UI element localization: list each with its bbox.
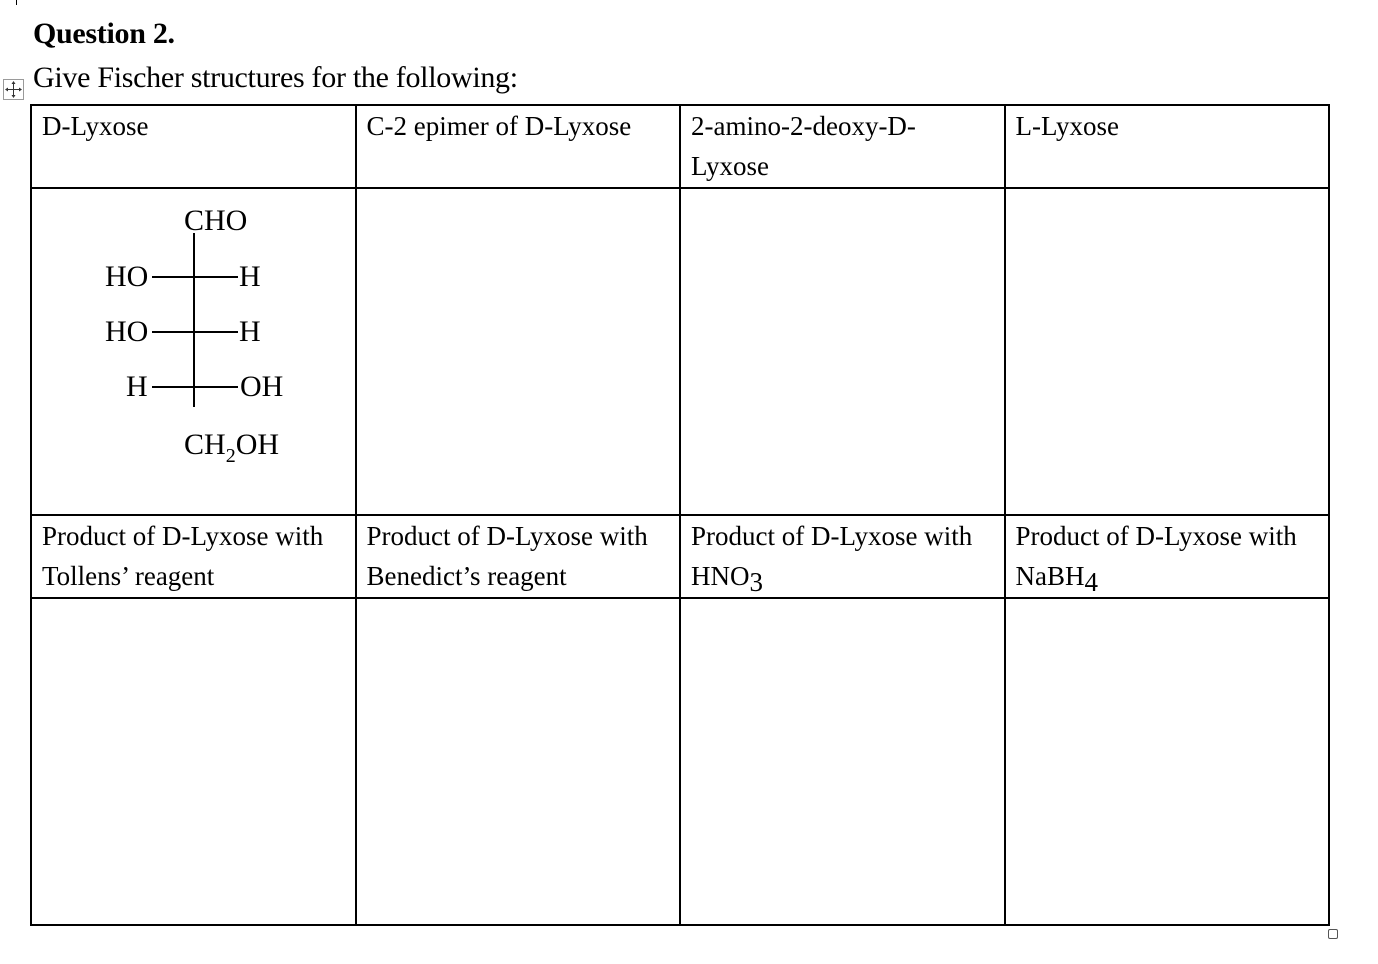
- reagent-formula: NaBH: [1015, 561, 1085, 591]
- fischer-right-group: OH: [240, 370, 284, 403]
- fischer-bottom-a: CH: [184, 428, 226, 461]
- header-reagent: [1016, 556, 1319, 596]
- answer-cell-d-lyxose[interactable]: [31, 188, 356, 515]
- fischer-structures-table: [30, 104, 1330, 926]
- fischer-left-group: HO: [105, 315, 149, 348]
- fischer-projection-d-lyxose: [42, 189, 362, 509]
- header-cell-l-lyxose[interactable]: [1005, 105, 1330, 188]
- answer-cell-benedict[interactable]: [356, 598, 681, 925]
- reagent-subscript: 4: [1084, 567, 1098, 597]
- header-cell-amino-deoxy[interactable]: [680, 105, 1005, 188]
- header-cell-hno3[interactable]: [680, 515, 1005, 598]
- question-instruction: Give Fischer structures for the following:: [33, 61, 518, 94]
- resize-square-icon[interactable]: [1328, 929, 1338, 939]
- fischer-bottom-subscript: 2: [225, 445, 236, 467]
- header-label: L-Lyxose: [1015, 111, 1119, 141]
- reagent-formula: HNO: [691, 561, 750, 591]
- fischer-left-group: H: [126, 370, 148, 403]
- header-cell-c2-epimer[interactable]: [356, 105, 681, 188]
- header-label: Product of D-Lyxose with: [691, 521, 973, 551]
- text-cursor-mark: [16, 0, 17, 5]
- header-cell-d-lyxose[interactable]: [31, 105, 356, 188]
- header-reagent: Benedict’s reagent: [366, 561, 567, 591]
- header-cell-nabh4[interactable]: [1005, 515, 1330, 598]
- answer-cell-hno3[interactable]: [680, 598, 1005, 925]
- fischer-right-group: H: [239, 260, 261, 293]
- table-row: [31, 515, 1329, 598]
- fischer-bottom-b: OH: [235, 428, 280, 461]
- table-row: [31, 105, 1329, 188]
- table-row: [31, 598, 1329, 925]
- header-reagent: [691, 556, 994, 596]
- answer-cell-amino-deoxy[interactable]: [680, 188, 1005, 515]
- answer-cell-tollens[interactable]: [31, 598, 356, 925]
- fischer-bottom-group: [184, 428, 279, 465]
- fischer-left-group: HO: [105, 260, 149, 293]
- header-label: D-Lyxose: [42, 111, 149, 141]
- header-cell-tollens[interactable]: [31, 515, 356, 598]
- header-label: Product of D-Lyxose with: [1015, 521, 1297, 551]
- answer-cell-c2-epimer[interactable]: [356, 188, 681, 515]
- header-label: C-2 epimer of D-Lyxose: [366, 111, 632, 141]
- answer-cell-l-lyxose[interactable]: [1005, 188, 1330, 515]
- header-label: 2-amino-2-deoxy-D-Lyxose: [691, 111, 916, 181]
- header-label: Product of D-Lyxose with: [42, 521, 324, 551]
- header-label: Product of D-Lyxose with: [366, 521, 648, 551]
- header-cell-benedict[interactable]: [356, 515, 681, 598]
- table-row: [31, 188, 1329, 515]
- fischer-right-group: H: [239, 315, 261, 348]
- reagent-subscript: 3: [749, 567, 763, 597]
- header-reagent: Tollens’ reagent: [42, 561, 215, 591]
- table-move-handle-icon[interactable]: [3, 79, 24, 100]
- fischer-top-group: CHO: [184, 204, 248, 237]
- move-arrows-icon: [4, 80, 23, 99]
- question-heading: Question 2.: [33, 17, 175, 50]
- answer-cell-nabh4[interactable]: [1005, 598, 1330, 925]
